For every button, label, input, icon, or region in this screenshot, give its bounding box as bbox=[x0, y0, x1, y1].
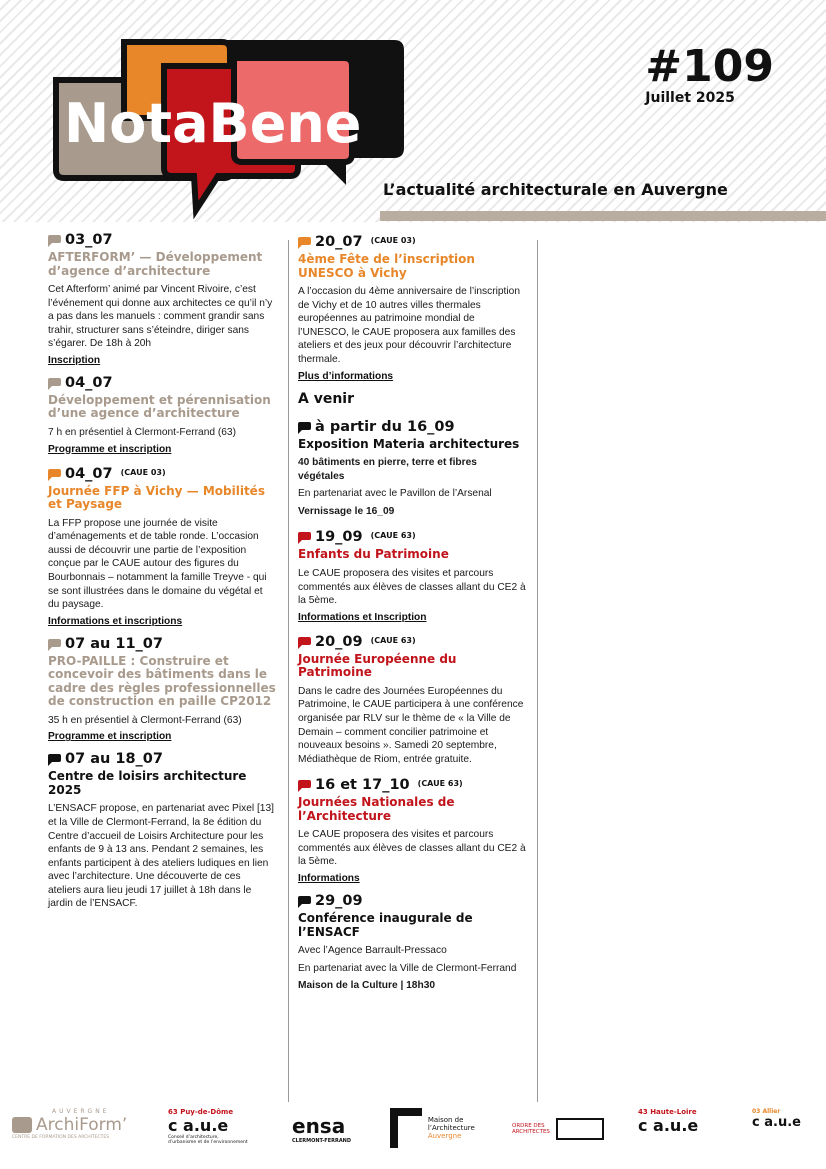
event-tag: (CAUE 03) bbox=[120, 467, 166, 477]
inscription-link[interactable]: Inscription bbox=[48, 354, 101, 366]
event-date: 03_07 bbox=[65, 232, 113, 248]
event-date: 07 au 11_07 bbox=[65, 635, 163, 652]
informations-link[interactable]: Informations et Inscription bbox=[298, 611, 427, 623]
event-line: En partenariat avec le Pavillon de l’Arsenal bbox=[298, 488, 492, 500]
event-date: 04_07 bbox=[65, 374, 113, 391]
event-title: AFTERFORM’ — Développement d’agence d’architecture bbox=[48, 250, 263, 278]
tagline: L’actualité architecturale en Auvergne bbox=[383, 180, 728, 199]
event-item bbox=[48, 751, 276, 911]
notabene-logo bbox=[44, 30, 414, 220]
event-title: Enfants du Patrimoine bbox=[298, 547, 449, 562]
event-body: 7 h en présentiel à Clermont-Ferrand (63) bbox=[48, 426, 236, 438]
left-column bbox=[48, 232, 276, 920]
masthead bbox=[0, 0, 826, 222]
event-line: Dans le cadre des Journées Européennes du Patrimoine, le CAUE participera à une conférence organisée par RLV sur le thème de « la Ville de Demain – comment concilier patrimoine et nouveaux besoins ». Samedi 20 septembre, Médiathèque de Riom, entrée gratuite. bbox=[298, 685, 524, 765]
archiform-logo: AUVERGNE ArchiForm’ CENTRE DE FORMATION DES ARCHITECTES bbox=[12, 1108, 128, 1140]
event-item bbox=[48, 232, 276, 366]
event-item bbox=[48, 375, 276, 455]
issue-number: #109 bbox=[645, 41, 774, 92]
event-body: A l’occasion du 4ème anniversaire de l’inscription de Vichy et de 10 autres villes thermales européennes au patrimoine mondial de l’UNESCO, le CAUE proposera aux familles des ateliers et des jeux pour découvrir l’architecture thermale. bbox=[298, 286, 520, 365]
event-date: 07 au 18_07 bbox=[65, 751, 163, 768]
event-title: PRO-PAILLE : Construire et concevoir des bâtiments dans le cadre des règles professionnelles de construction en paille CP2012 bbox=[48, 653, 276, 709]
column-divider bbox=[537, 240, 538, 1102]
ordre-icon bbox=[556, 1118, 604, 1140]
speech-bubble-icon bbox=[48, 235, 61, 243]
caue43-logo: 43 Haute-Loire c a.u.e bbox=[638, 1108, 699, 1135]
event-item bbox=[48, 464, 276, 627]
middle-column bbox=[298, 232, 526, 1002]
event-date: 04_07 bbox=[65, 465, 113, 482]
event-date: 20_07 bbox=[315, 234, 363, 250]
column-divider bbox=[288, 240, 289, 1102]
event-tag: (CAUE 63) bbox=[370, 531, 416, 541]
event-title: Journées Nationales de l’Architecture bbox=[298, 795, 455, 823]
event-tag: (CAUE 03) bbox=[370, 236, 416, 245]
event-body: Cet Afterform’ animé par Vincent Rivoire, c’est l’événement qui donne aux architectes ce qu’il n’y a pas dans les manuels : comment grandir sans trahir, structurer sans s’éteindre, diriger sans s’égarer. De 18h à 20h bbox=[48, 284, 273, 350]
event-title: 4ème Fête de l’inscription UNESCO à Vichy bbox=[298, 252, 475, 280]
event-line: Maison de la Culture | 18h30 bbox=[298, 980, 436, 992]
ordre-architectes-logo: ORDRE DES ARCHITECTES bbox=[512, 1118, 604, 1140]
speech-bubble-icon bbox=[298, 780, 311, 788]
event-title: Exposition Materia architectures bbox=[298, 436, 520, 451]
event-item bbox=[298, 527, 526, 622]
event-title: Journée FFP à Vichy — Mobilités et Paysage bbox=[48, 483, 265, 512]
speech-bubble-icon bbox=[298, 422, 311, 430]
event-title: Conférence inaugurale de l’ENSACF bbox=[298, 911, 473, 939]
issue-block bbox=[645, 41, 774, 107]
speech-bubble-icon bbox=[48, 378, 61, 386]
event-line: 40 bâtiments en pierre, terre et fibres végétales bbox=[298, 457, 477, 482]
informations-link[interactable]: Informations bbox=[298, 873, 360, 885]
caue63-logo: 63 Puy-de-Dôme c a.u.e Conseil d’architecture, d’urbanisme et de l’environnement bbox=[168, 1108, 248, 1145]
event-title: Développement et pérennisation d’une agence d’architecture bbox=[48, 392, 271, 421]
event-date: à partir du 16_09 bbox=[315, 418, 455, 435]
maison-architecture-logo: Maison de l’Architecture Auvergne bbox=[390, 1108, 500, 1148]
issue-date: Juillet 2025 bbox=[645, 90, 735, 106]
event-date: 20_09 bbox=[315, 633, 363, 650]
speech-bubble-icon bbox=[298, 637, 311, 645]
event-date: 16 et 17_10 bbox=[315, 777, 410, 794]
programme-link[interactable]: Programme et inscription bbox=[48, 731, 172, 743]
partner-logos bbox=[0, 1100, 826, 1169]
event-line: Vernissage le 16_09 bbox=[298, 505, 395, 517]
maison-icon bbox=[390, 1108, 422, 1148]
event-body: La FFP propose une journée de visite d’aménagements et de table ronde. L’occasion aussi de découvrir une partie de l’exposition conçue par le CAUE autour des figures du Bourbonnais – notamment la famille Treyve - qui se sont illustrées dans le domaine du végétal et du paysage. bbox=[48, 517, 267, 611]
event-date: 29_09 bbox=[315, 893, 363, 910]
event-line: Avec l’Agence Barrault-Pressaco bbox=[298, 945, 447, 957]
event-tag: (CAUE 63) bbox=[417, 779, 463, 789]
event-item bbox=[298, 232, 526, 382]
event-tag: (CAUE 63) bbox=[370, 635, 416, 645]
event-date: 19_09 bbox=[315, 529, 363, 546]
archiform-icon bbox=[12, 1117, 32, 1133]
event-line: En partenariat avec la Ville de Clermont-Ferrand bbox=[298, 962, 517, 974]
event-item bbox=[298, 775, 526, 884]
speech-bubble-icon bbox=[48, 639, 61, 647]
speech-bubble-icon bbox=[298, 896, 311, 904]
speech-bubble-icon bbox=[48, 469, 61, 477]
plus-informations-link[interactable]: Plus d’informations bbox=[298, 370, 394, 382]
speech-bubble-icon bbox=[298, 237, 311, 245]
event-title: Journée Européenne du Patrimoine bbox=[298, 651, 457, 680]
event-item bbox=[298, 632, 526, 767]
event-line: Le CAUE proposera des visites et parcours commentés aux élèves de classes allant du CE2 à la 5ème. bbox=[298, 829, 526, 868]
event-item bbox=[298, 419, 526, 519]
header-rule bbox=[380, 211, 826, 221]
event-title: Centre de loisirs architecture 2025 bbox=[48, 769, 247, 797]
speech-bubble-icon bbox=[298, 532, 311, 540]
speech-bubble-icon bbox=[48, 754, 61, 762]
logo-text: NotaBene bbox=[64, 92, 362, 155]
event-item bbox=[298, 893, 526, 993]
ensa-logo: ensa CLERMONT-FERRAND bbox=[292, 1114, 352, 1144]
upcoming-heading: A venir bbox=[298, 390, 354, 407]
event-body: 35 h en présentiel à Clermont-Ferrand (63) bbox=[48, 714, 242, 726]
programme-link[interactable]: Programme et inscription bbox=[48, 443, 172, 455]
event-item bbox=[48, 636, 276, 743]
caue03-logo: 03 Allier c a.u.e bbox=[752, 1108, 801, 1130]
informations-link[interactable]: Informations et inscriptions bbox=[48, 615, 183, 627]
event-line: Le CAUE proposera des visites et parcours commentés aux élèves de classes allant du CE2 à la 5ème. bbox=[298, 567, 526, 607]
event-body: L’ENSACF propose, en partenariat avec Pixel [13] et la Ville de Clermont-Ferrand, la 8e édition du Centre d’accueil de Loisirs Architecture pour les enfants de 9 à 13 ans. Pendant 2 semaines, les enfants participent à des ateliers ludiques en lien avec l’architecture. Une découverte de ces ateliers aura lieu jeudi 17 juillet à 18h dans le jardin de l’ENSACF. bbox=[48, 803, 274, 910]
